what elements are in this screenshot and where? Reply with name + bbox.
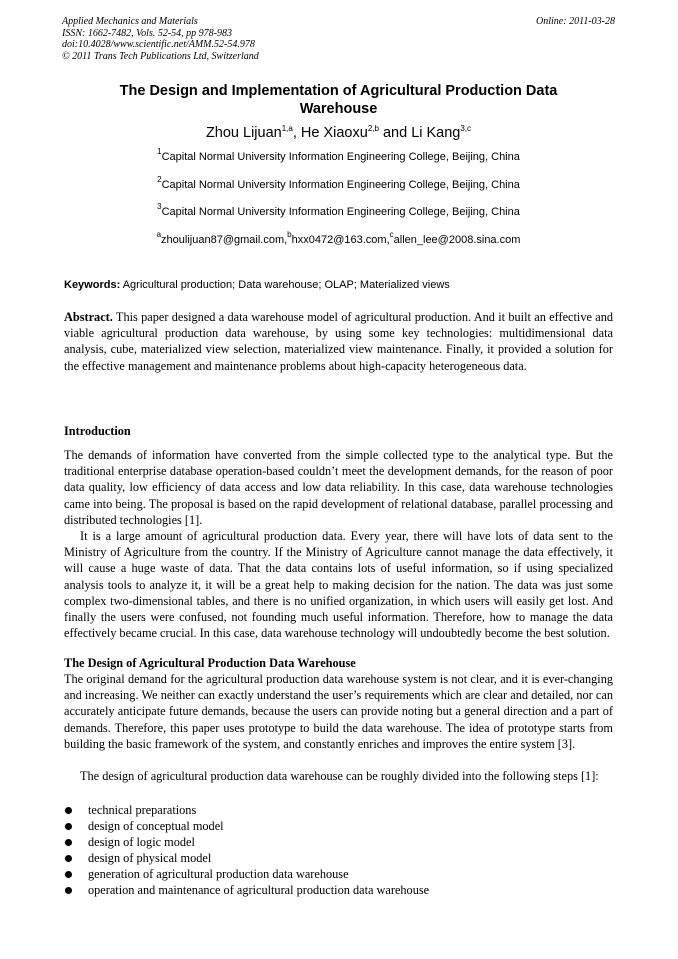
abstract: [64, 309, 613, 374]
keywords-label: Keywords:: [64, 279, 121, 291]
email-line: [62, 230, 615, 247]
journal-name: Applied Mechanics and Materials: [62, 16, 198, 27]
introduction-paragraph-1: The demands of information have converted from the simple collected type to the analytical type. But the traditional enterprise database operation-based couldn’t meet the development demands, for the reason of poor data quality, low efficiency of data access and low data reliability. In this case, data warehouse technologies came into being. The proposal is based on the rapid development of relational database, parallel processing and distributed technologies [1].: [64, 448, 613, 527]
introduction-heading: Introduction: [64, 424, 131, 438]
paper-title: [62, 82, 615, 118]
bullet-icon: [65, 887, 72, 894]
affiliation-2: [62, 175, 615, 192]
email-a[interactable]: zhoulijuan87@gmail.com,: [161, 234, 288, 246]
email-c[interactable]: allen_lee@2008.sina.com: [393, 234, 521, 246]
list-item: [64, 866, 613, 882]
affiliation-3-text: Capital Normal University Information Engineering College, Beijing, China: [161, 206, 520, 218]
author-3: Li Kang: [411, 125, 461, 141]
design-heading: The Design of Agricultural Production Data Warehouse: [64, 656, 356, 670]
list-item: [64, 850, 613, 866]
journal-header: [62, 16, 615, 62]
email-b-marker: b: [287, 230, 292, 239]
title-line-2: Warehouse: [299, 101, 378, 117]
doi-line: doi:10.4028/www.scientific.net/AMM.52-54.978: [62, 39, 255, 50]
list-item: [64, 818, 613, 834]
author-1: Zhou Lijuan: [205, 125, 282, 141]
list-item: [64, 882, 613, 898]
bullet-icon: [65, 855, 72, 862]
keywords-text: Agricultural production; Data warehouse; OLAP; Materialized views: [120, 279, 450, 291]
author-sep-1: ,: [292, 125, 301, 141]
author-line: [62, 123, 615, 143]
author-3-affil: 3,c: [460, 124, 472, 133]
issn-line: ISSN: 1662-7482, Vols. 52-54, pp 978-983: [62, 27, 232, 39]
bullet-icon: [65, 807, 72, 814]
affiliation-2-marker: 2: [157, 175, 162, 184]
list-item-text: technical preparations: [88, 803, 197, 817]
affiliation-1-marker: 1: [157, 147, 162, 156]
design-paragraph-2: The design of agricultural production data warehouse can be roughly divided into the following steps [1]:: [80, 769, 599, 783]
design-paragraph-1: The original demand for the agricultural production data warehouse system is not clear, and it is ever-changing and increasing. We neither can exactly understand the user’s requirements which are clear and detailed, nor can accurately anticipate future demands, because the users can provide noting but a general direction and a part of demands. Therefore, this paper uses prototype to build the data warehouse. The idea of prototype starts from building the basic framework of the system, and constantly enriches and improves the entire system [3].: [64, 672, 613, 751]
list-item: [64, 802, 613, 818]
introduction-paragraph-2: It is a large amount of agricultural production data. Every year, there will have lots of data sent to the Ministry of Agriculture from the country. If the Ministry of Agriculture cannot manage the data effectively, it will cause a huge waste of data. That the data contains lots of useful information, so if using specialized analysis tools to analyze it, it will be a great help to making decision for the nation. The data was just some complex two-dimensional tables, and there is no unified organization, in which users will easily get lost. And finally the users were confused, not founding much useful information. Therefore, how to manage the data effectively became crucial. In this case, data warehouse technology will undoubtedly become the best solution.: [64, 529, 613, 641]
bullet-icon: [65, 871, 72, 878]
list-item-text: operation and maintenance of agricultural production data warehouse: [88, 883, 430, 897]
list-item: [64, 834, 613, 850]
author-2-affil: 2,b: [367, 124, 379, 133]
keywords: [64, 278, 616, 292]
online-date: Online: 2011-03-28: [536, 16, 615, 27]
affiliation-2-text: Capital Normal University Information Engineering College, Beijing, China: [161, 179, 520, 191]
title-line-1: The Design and Implementation of Agricultural Production Data: [119, 83, 558, 99]
affiliation-1: [62, 147, 615, 164]
author-1-affil: 1,a: [281, 124, 293, 133]
list-item-text: generation of agricultural production data warehouse: [88, 867, 349, 881]
affiliation-3: [62, 202, 615, 219]
email-c-marker: c: [389, 230, 394, 239]
author-sep-2: and: [378, 125, 412, 141]
list-item-text: design of logic model: [88, 835, 195, 849]
email-a-marker: a: [156, 230, 162, 239]
design-steps-list: [64, 802, 613, 898]
affiliation-3-marker: 3: [157, 202, 162, 211]
copyright-line: © 2011 Trans Tech Publications Ltd, Switzerland: [62, 50, 259, 62]
abstract-text: This paper designed a data warehouse model of agricultural production. And it built an effective and viable agricultural production data warehouse, by using some key technologies: multidimensional data analysis, cube, materialized view selection, materialized view maintenance. Finally, it provided a solution for the effective management and maintenance problems about high-capacity heterogeneous data.: [64, 310, 613, 373]
list-item-text: design of physical model: [88, 851, 212, 865]
abstract-label: Abstract.: [64, 310, 113, 324]
email-b[interactable]: hxx0472@163.com,: [291, 234, 390, 246]
author-2: He Xiaoxu: [300, 125, 368, 141]
list-item-text: design of conceptual model: [88, 819, 224, 833]
affiliation-1-text: Capital Normal University Information Engineering College, Beijing, China: [161, 151, 520, 163]
bullet-icon: [65, 839, 72, 846]
bullet-icon: [65, 823, 72, 830]
